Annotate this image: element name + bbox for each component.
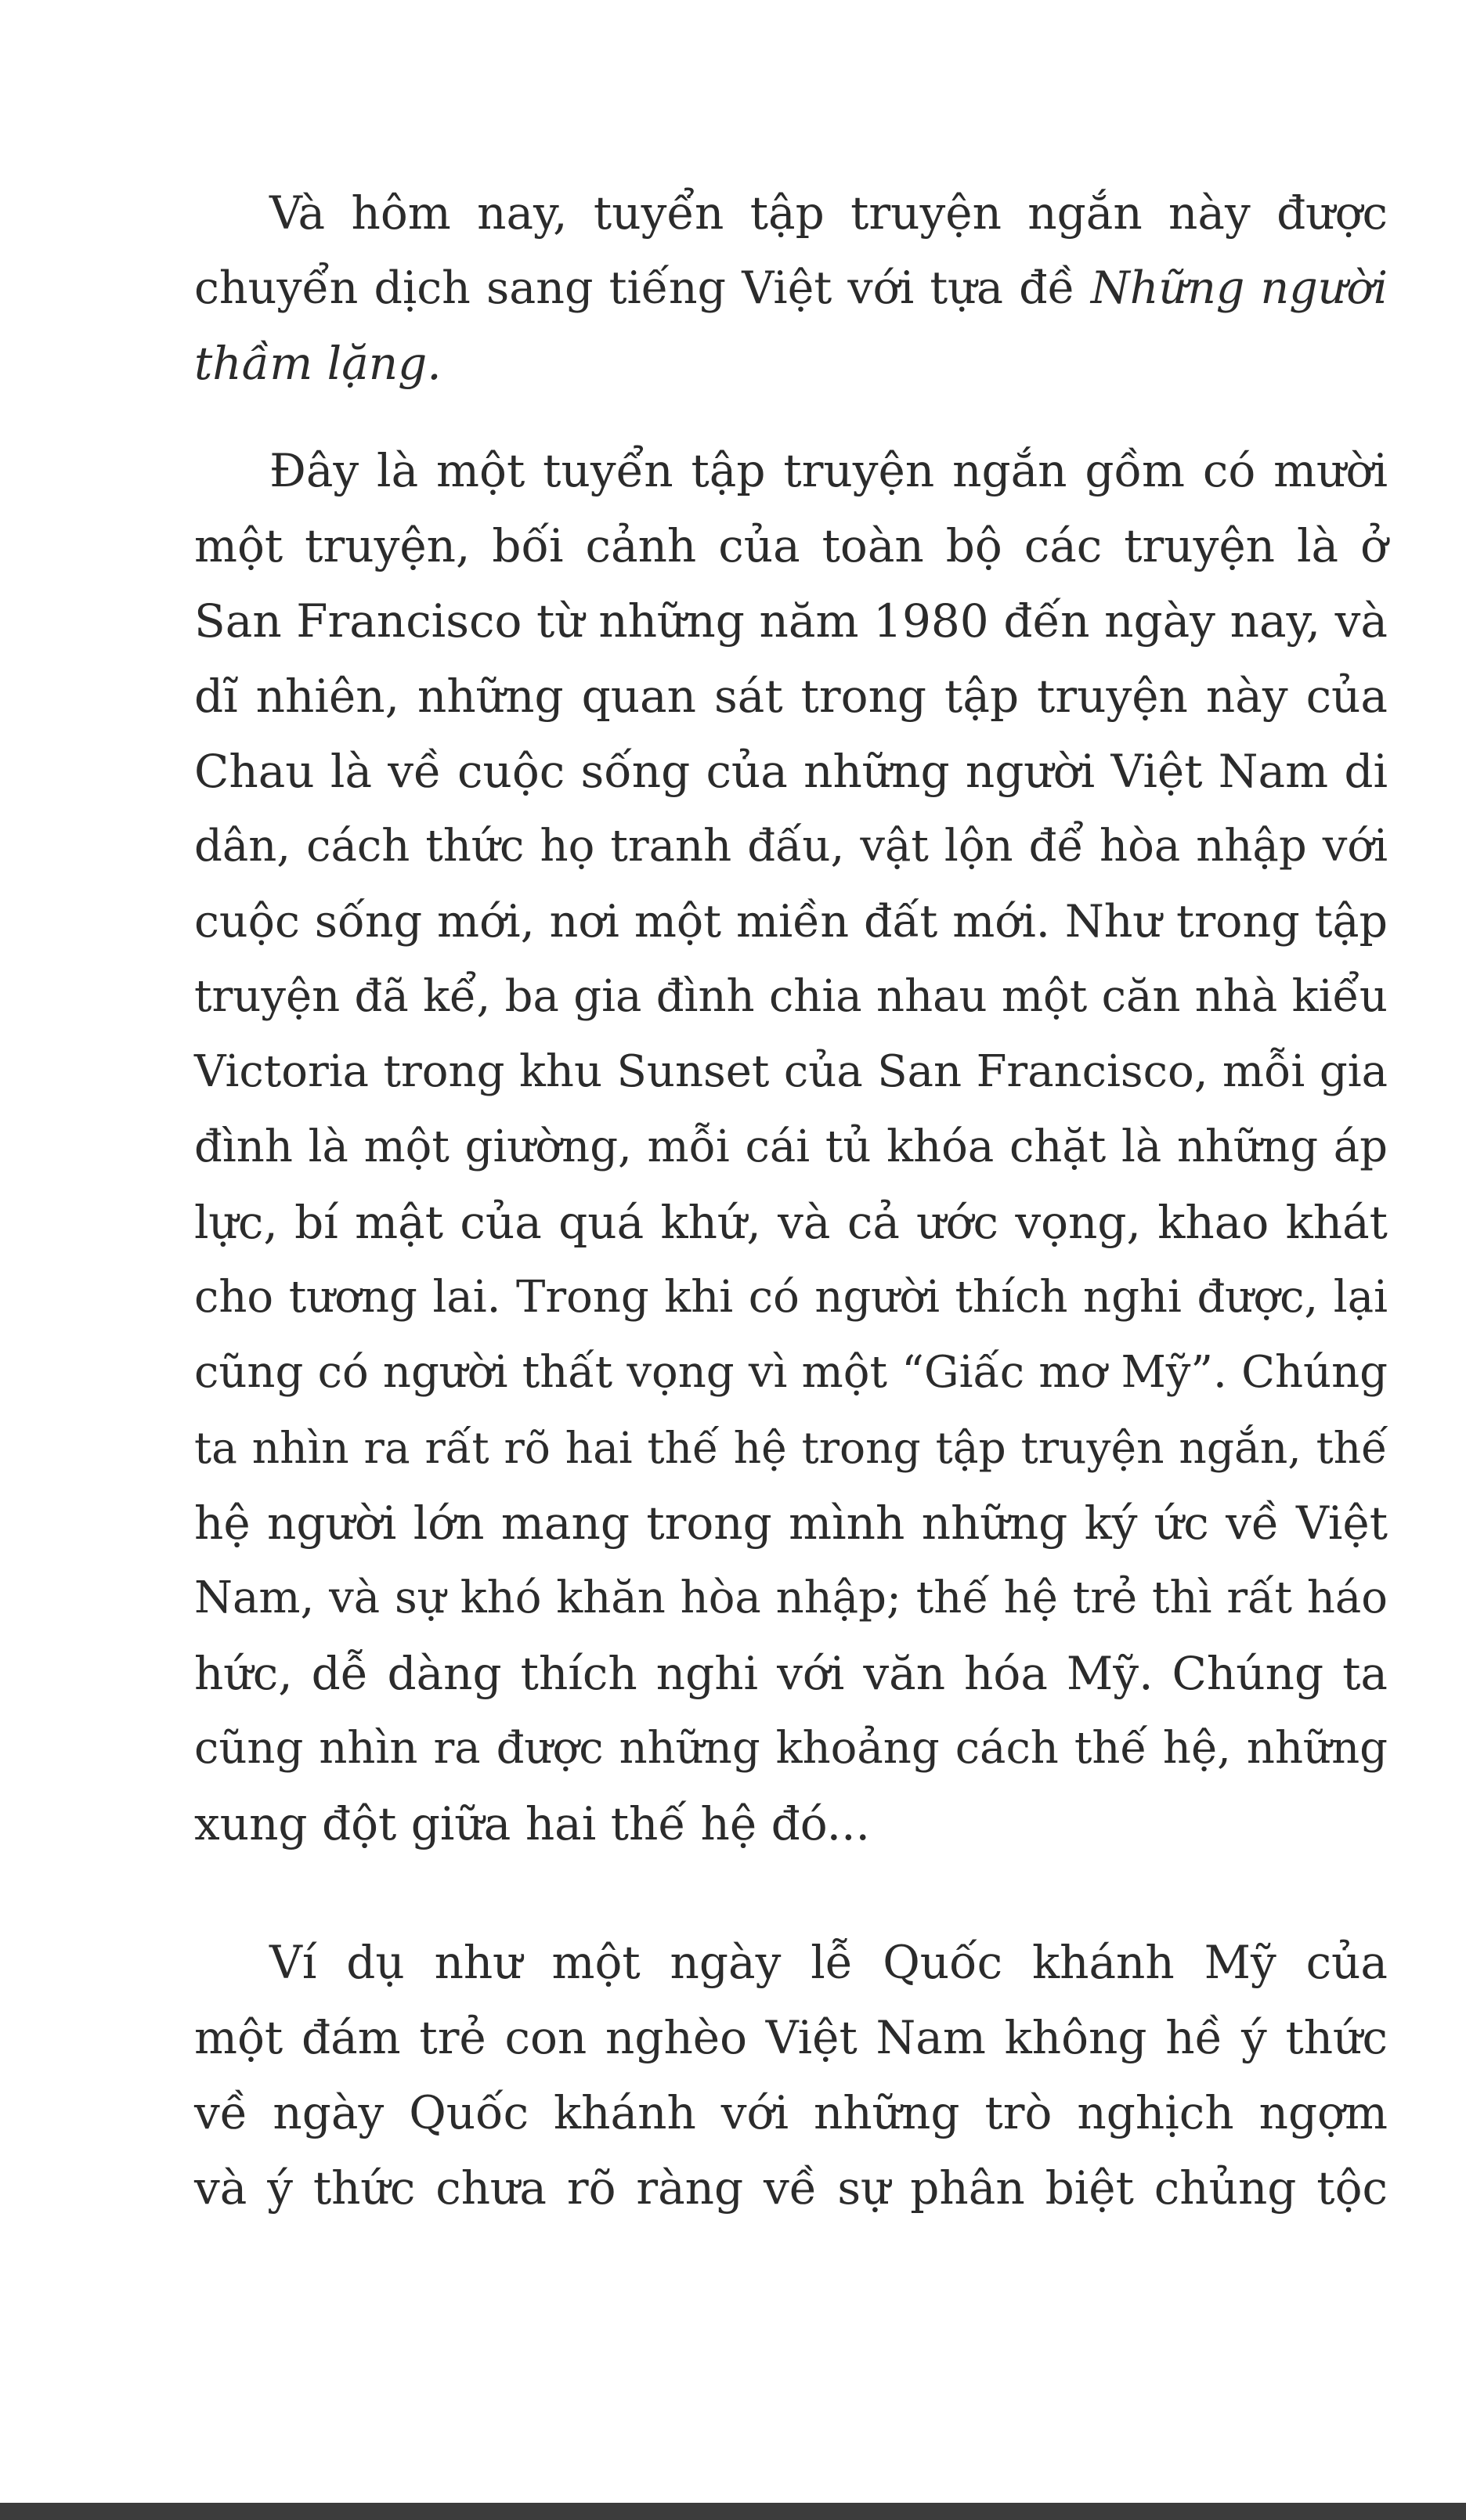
paragraph-2-line-2: một truyện, bối cảnh của toàn bộ các truyện là ở <box>194 519 1388 572</box>
paragraph-2-line-13: cũng có người thất vọng vì một “Giấc mơ Mỹ”. Chúng <box>194 1347 1388 1398</box>
paragraph-1-line-2 <box>194 251 1388 326</box>
paragraph-2-line-12: cho tương lai. Trong khi có người thích nghi được, lại <box>194 1272 1388 1323</box>
paragraph-2-line-11: lực, bí mật của quá khứ, và cả ước vọng, khao khát <box>194 1196 1388 1249</box>
paragraph-3-line-1: Ví dụ như một ngày lễ Quốc khánh Mỹ của <box>269 1936 1388 1989</box>
paragraph-2-line-4: dĩ nhiên, những quan sát trong tập truyện này của <box>194 670 1388 723</box>
paragraph-1-line-1: Và hôm nay, tuyển tập truyện ngắn này được <box>269 186 1388 240</box>
paragraph-3-line-4: và ý thức chưa rõ ràng về sự phân biệt chủng tộc <box>194 2161 1388 2215</box>
paragraph-3-line-2: một đám trẻ con nghèo Việt Nam không hề ý thức <box>194 2011 1388 2064</box>
paragraph-2-line-16: Nam, và sự khó khăn hòa nhập; thế hệ trẻ thì rất háo <box>194 1572 1388 1623</box>
paragraph-2 <box>194 433 1388 1861</box>
paragraph-3-line-3: về ngày Quốc khánh với những trò nghịch ngợm <box>194 2086 1388 2139</box>
paragraph-2-line-10: đình là một giường, mỗi cái tủ khóa chặt là những áp <box>194 1121 1388 1172</box>
paragraph-2-line-6: dân, cách thức họ tranh đấu, vật lộn để hòa nhập với <box>194 821 1388 872</box>
paragraph-1 <box>194 175 1388 401</box>
paragraph-1-line-2-roman: chuyển dịch sang tiếng Việt với tựa đề <box>194 262 1091 314</box>
paragraph-2-line-9: Victoria trong khu Sunset của San Francisco, mỗi gia <box>194 1046 1388 1097</box>
paragraph-2-line-15: hệ người lớn mang trong mình những ký ức về Việt <box>194 1496 1388 1550</box>
paragraph-2-line-14: ta nhìn ra rất rõ hai thế hệ trong tập truyện ngắn, thế <box>194 1423 1388 1473</box>
book-title-part-1: Những người <box>1090 262 1388 314</box>
paragraph-2-line-5: Chau là về cuộc sống của những người Việt Nam di <box>194 745 1388 798</box>
paragraph-1-line-3 <box>194 326 1388 401</box>
paragraph-3 <box>194 1925 1388 2226</box>
scan-edge-band <box>0 2503 1466 2520</box>
paragraph-2-line-7: cuộc sống mới, nơi một miền đất mới. Như trong tập <box>194 896 1388 948</box>
paragraph-2-line-1: Đây là một tuyển tập truyện ngắn gồm có mười <box>269 444 1388 497</box>
paragraph-2-line-8: truyện đã kể, ba gia đình chia nhau một căn nhà kiểu <box>194 971 1388 1022</box>
paragraph-2-line-18: cũng nhìn ra được những khoảng cách thế hệ, những <box>194 1723 1388 1774</box>
paragraph-2-line-17: hức, dễ dàng thích nghi với văn hóa Mỹ. Chúng ta <box>194 1647 1388 1700</box>
paragraph-2-line-3: San Francisco từ những năm 1980 đến ngày nay, và <box>194 594 1388 648</box>
book-title-part-2: thầm lặng. <box>194 337 442 390</box>
paragraph-2-line-19: xung đột giữa hai thế hệ đó... <box>194 1797 870 1850</box>
